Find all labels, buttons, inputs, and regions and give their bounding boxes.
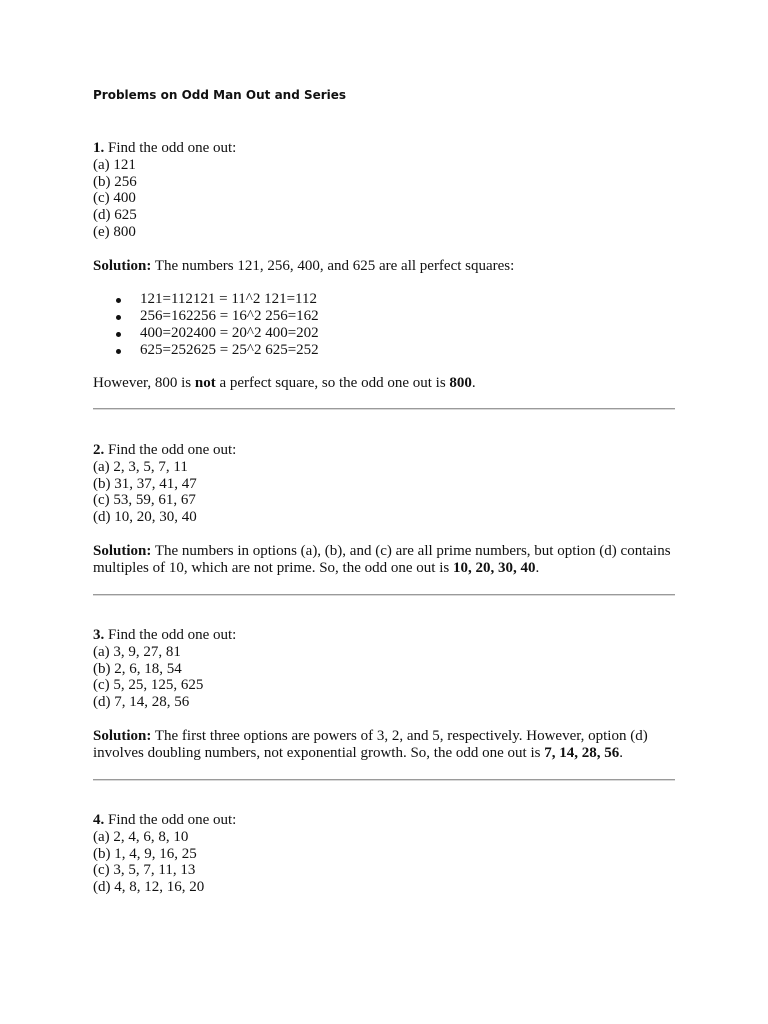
option-b: (b) 1, 4, 9, 16, 25 xyxy=(93,845,197,862)
answer-text: 7, 14, 28, 56 xyxy=(544,744,620,761)
problem-number: 3. xyxy=(93,627,105,643)
question-line xyxy=(93,812,675,829)
solution-text: The numbers 121, 256, 400, and 625 are all perfect squares: xyxy=(154,257,515,274)
answer-text: 800 xyxy=(449,375,472,392)
problem-2 xyxy=(93,442,675,576)
option-b: (b) 2, 6, 18, 54 xyxy=(93,660,182,677)
question-text: Find the odd one out: xyxy=(108,627,237,643)
period: . xyxy=(471,375,476,392)
problem-1 xyxy=(93,140,675,392)
option-c: (c) 400 xyxy=(93,190,136,207)
question-text: Find the odd one out: xyxy=(108,140,237,156)
solution-text: The numbers in options (a), (b), and (c) are all prime numbers, but option (d) contains multiples of 10, which are not prime. So, the odd one out is xyxy=(93,542,671,576)
conclusion-text: a perfect square, so the odd one out is xyxy=(215,375,450,392)
option-a: (a) 2, 4, 6, 8, 10 xyxy=(93,828,189,845)
option-d: (d) 7, 14, 28, 56 xyxy=(93,694,190,711)
problem-number: 4. xyxy=(93,812,105,828)
question-text: Find the odd one out: xyxy=(108,812,237,828)
problem-3 xyxy=(93,627,675,761)
period: . xyxy=(619,744,623,761)
perfect-squares-list xyxy=(93,291,675,358)
solution-label: Solution: xyxy=(93,257,152,274)
conclusion-paragraph xyxy=(93,375,675,392)
option-b: (b) 256 xyxy=(93,173,137,190)
option-c: (c) 53, 59, 61, 67 xyxy=(93,492,196,509)
solution-paragraph xyxy=(93,258,675,275)
option-c: (c) 3, 5, 7, 11, 13 xyxy=(93,862,196,879)
answer-text: 10, 20, 30, 40 xyxy=(452,559,536,576)
solution-label: Solution: xyxy=(93,542,152,559)
problem-number: 2. xyxy=(93,442,105,458)
document-title: Problems on Odd Man Out and Series xyxy=(93,88,347,102)
option-b: (b) 31, 37, 41, 47 xyxy=(93,475,197,492)
option-c: (c) 5, 25, 125, 625 xyxy=(93,677,204,694)
option-d: (d) 4, 8, 12, 16, 20 xyxy=(93,879,205,896)
option-a: (a) 3, 9, 27, 81 xyxy=(93,643,181,660)
list-item: 121=112121 = 11^2 121=112 xyxy=(93,291,675,308)
option-a: (a) 121 xyxy=(93,156,136,173)
emphasis-not: not xyxy=(194,375,216,392)
list-item: 400=202400 = 20^2 400=202 xyxy=(93,325,675,342)
solution-paragraph xyxy=(93,543,675,577)
section-divider xyxy=(93,594,675,596)
option-e: (e) 800 xyxy=(93,223,136,240)
option-d: (d) 625 xyxy=(93,207,137,224)
option-d: (d) 10, 20, 30, 40 xyxy=(93,509,197,526)
question-line xyxy=(93,627,675,644)
period: . xyxy=(535,559,540,576)
section-divider xyxy=(93,779,675,781)
solution-text: The first three options are powers of 3, 2, and 5, respectively. However, option (d) involves doubling numbers, not exponential growth. So, the odd one out is xyxy=(93,727,648,761)
problem-number: 1. xyxy=(93,140,105,156)
conclusion-text: However, 800 is xyxy=(93,375,195,392)
solution-label: Solution: xyxy=(93,727,152,744)
option-a: (a) 2, 3, 5, 7, 11 xyxy=(93,458,188,475)
problem-4 xyxy=(93,812,675,896)
question-text: Find the odd one out: xyxy=(108,442,237,458)
list-item: 256=162256 = 16^2 256=162 xyxy=(93,308,675,325)
solution-paragraph xyxy=(93,728,675,762)
section-divider xyxy=(93,408,675,410)
list-item: 625=252625 = 25^2 625=252 xyxy=(93,342,675,359)
question-line xyxy=(93,442,675,459)
question-line xyxy=(93,140,675,157)
